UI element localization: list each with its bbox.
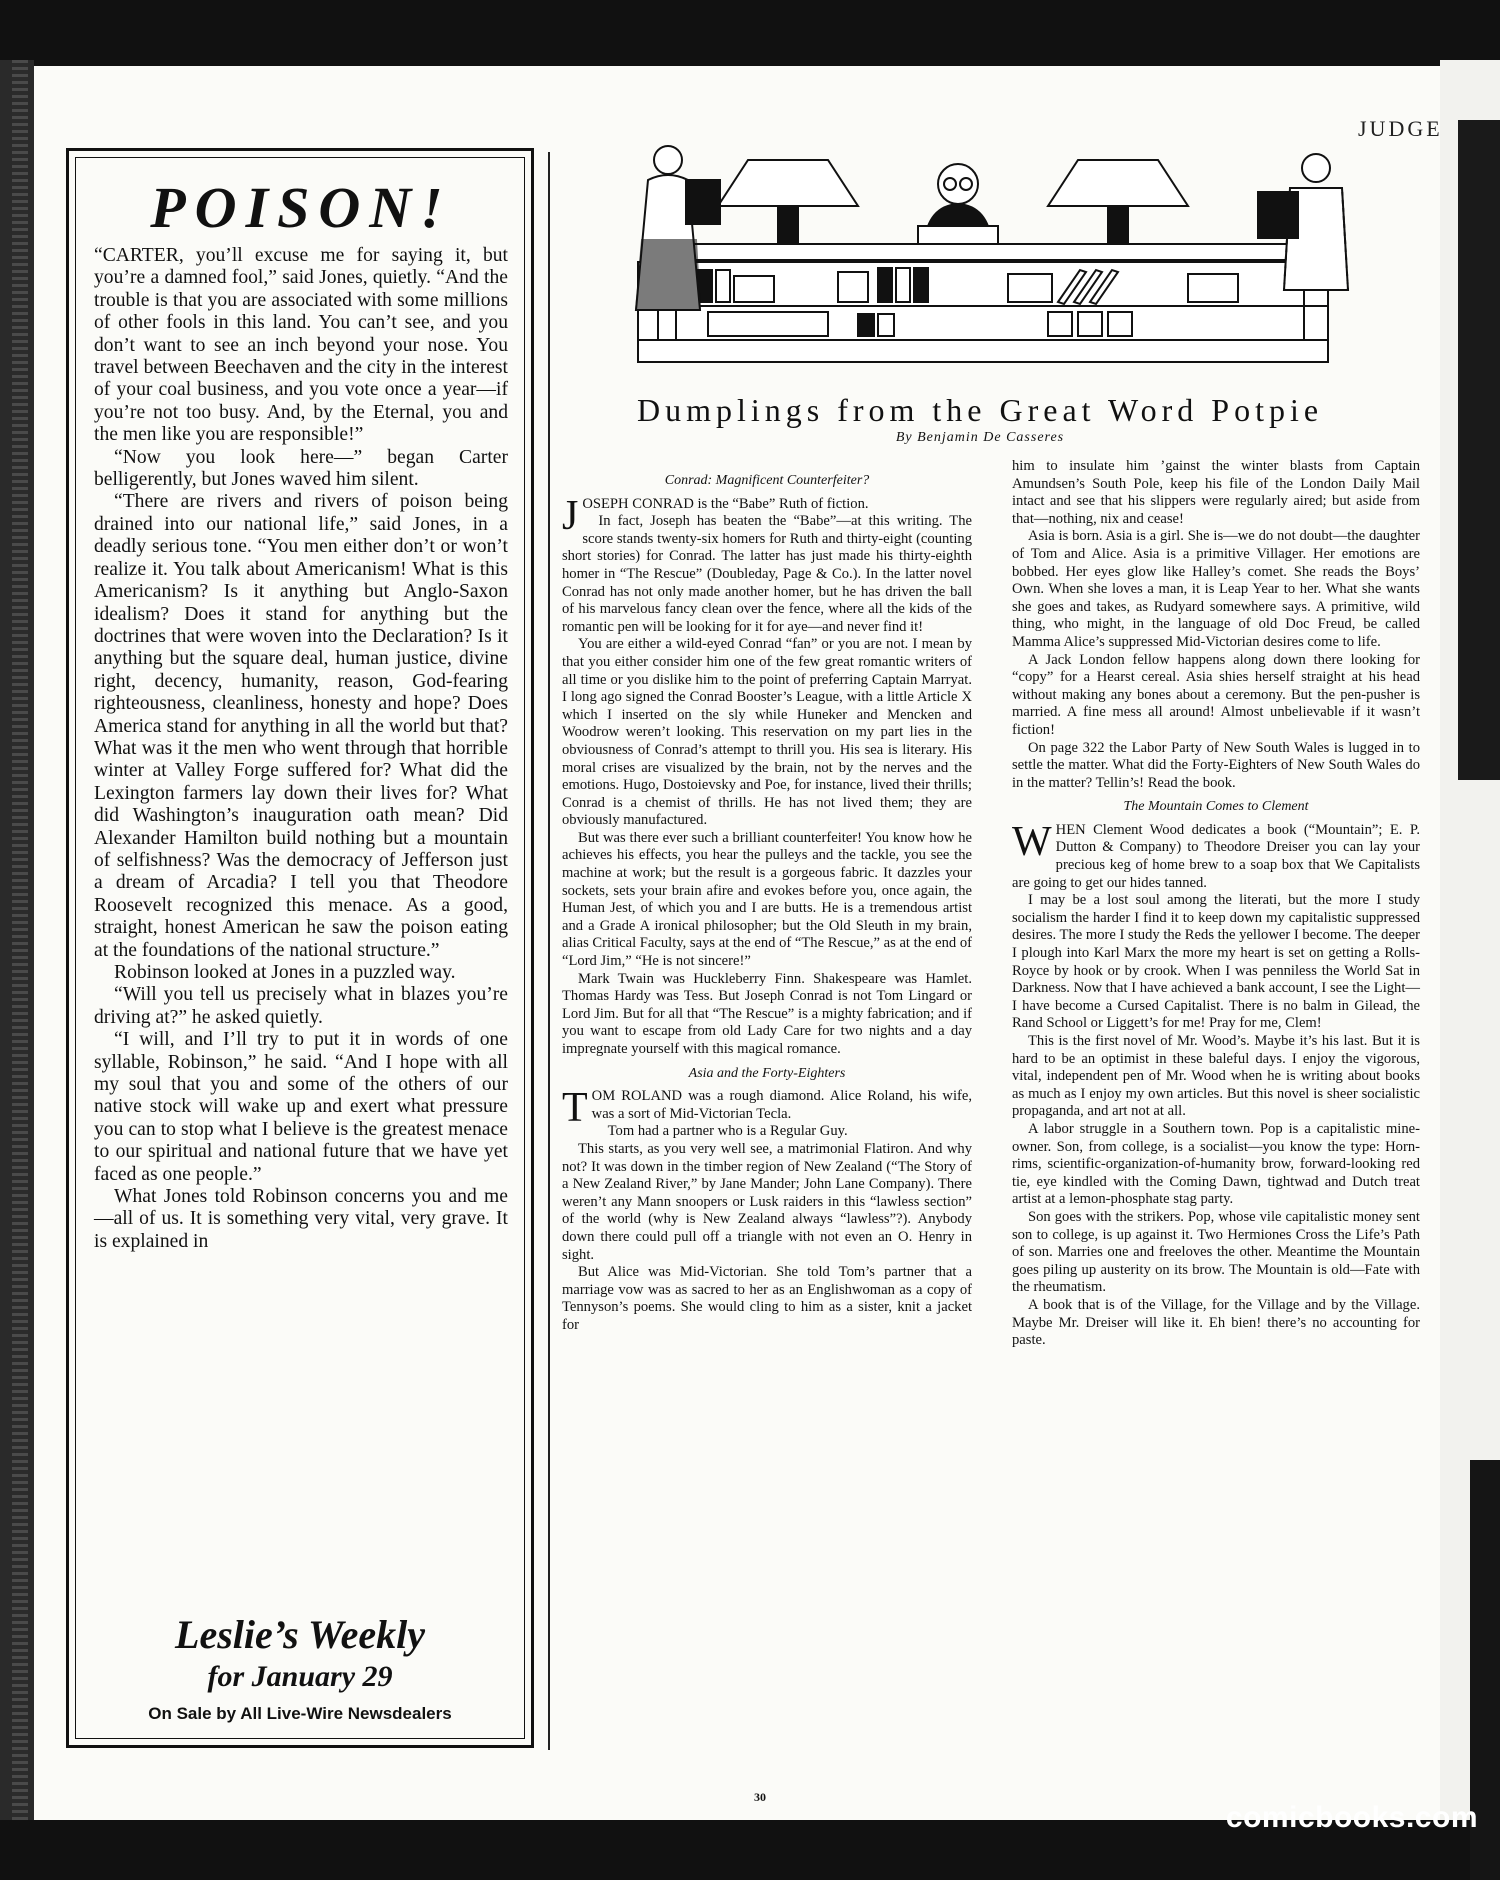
drop-cap: J	[562, 492, 579, 539]
article-paragraph: A book that is of the Village, for the Village and by the Village. Maybe Mr. Dreiser will like it. Eh bien! there’s no accounting for paste.	[1012, 1296, 1420, 1349]
page-number: 30	[754, 1790, 766, 1804]
scan-binding-edge	[0, 60, 34, 1820]
ad-footer	[76, 1611, 524, 1724]
paragraph-text: OM ROLAND was a rough diamond. Alice Roland, his wife, was a sort of Mid-Victorian Tecla.	[591, 1088, 972, 1122]
ad-paragraph: “CARTER, you’ll excuse me for saying it, but you’re a damned fool,” said Jones, quietly. “And the trouble is that you are associated with some millions of other fools in this land. You can’t see, and you don’t want to see an inch beyond your nose. You travel between Beechaven and the city in the interest of your coal business, and you vote once a year—if you’re not too busy. And, by the Eternal, you and the men like you are responsible!”	[94, 245, 508, 446]
article-column-1	[562, 466, 972, 1335]
article-paragraph: You are either a wild-eyed Conrad “fan” or you are not. I mean by that you either consider him one of the few great romantic writers of all time or you dislike him to the point of preferring Captain Marryat. I long ago signed the Conrad Booster’s League, with a little Article X which I inserted on the sly while Huneker and Mencken and Woodrow weren’t looking. This reservation on my part lies in the obviousness of Conrad’s attempt to thrill you. His sea is literary. His moral crises are visualized by the brain, not by the nerves and the emotions. Hugo, Dostoievsky and Poe, for instance, lived their thrills; Conrad is a chemist of thrills. He has not lived them; they are obviously manufactured.	[562, 636, 972, 829]
paragraph-text: OSEPH CONRAD is the “Babe” Ruth of fiction.	[582, 495, 869, 512]
article-headline: Dumplings from the Great Word Potpie	[636, 392, 1324, 428]
article-paragraph: Tom had a partner who is a Regular Guy.	[607, 1123, 848, 1140]
section-heading: Conrad: Magnificent Counterfeiter?	[664, 473, 870, 488]
article-paragraph: him to insulate him ’gainst the winter blasts from Captain Amundsen’s South Pole, keep his file of the London Daily Mail intact and see that his slippers were regularly aired; but aside from that—nothing, nix and cease!	[1012, 458, 1420, 527]
ad-paragraph: “There are rivers and rivers of poison being drained into our national life,” said Jones, in a deadly serious tone. “You men either don’t or won’t realize it. You talk about Americanism! What is this Americanism? Is it anything but Anglo-Saxon idealism? Does it stand for anything but the doctrines that were woven into the Declaration? Is it anything but the square deal, human justice, divine right, decency, humanity, reason, God-fearing righteousness, cleanliness, honesty and hope? Does America stand for anything in all the world but that? What was it the men who went through that horrible winter at Valley Forge suffered for? What did the Lexington farmers lay down their lives for? What did Washington’s inauguration oath mean? Did Alexander Hamilton build nothing but a mountain of selfishness? Was the democracy of Jefferson just a dream of Arcadia? I tell you that Theodore Roosevelt recognized this menace. As a good, straight, honest American he saw the poison eating at the foundations of the national structure.”	[94, 491, 508, 961]
ad-title: POISON!	[150, 175, 452, 240]
paragraph-text: HEN Clement Wood dedicates a book (“Mountain”; E. P. Dutton & Company) to Theodore Dreiser you can lay your precious keg of home brew to a soap box that We Capitalists are going to get our hides tanned.	[1012, 821, 1420, 891]
article-column-2	[1012, 458, 1420, 1350]
drop-cap: W	[1012, 818, 1052, 865]
facing-page-edge	[1440, 60, 1500, 1820]
article-paragraph	[562, 492, 972, 539]
ad-sale-line: On Sale by All Live-Wire Newsdealers	[148, 1704, 452, 1723]
article-paragraph: Son goes with the strikers. Pop, whose vile capitalistic money sent son to college, is up against it. Two Hermiones Cross the Life’s Path of son. Marries one and freeloves the other. Meantime the Mountain goes piling up austerity on its brow. The Mountain is old—Fate with the rheumatism.	[1012, 1208, 1420, 1296]
article-paragraph: A Jack London fellow happens along down there looking for “copy” for a Hearst cereal. Asia shies herself straight at his head without making any bones about a ceremony. But the pen-pusher is married. A fine mess all around! Almost unbelievable if it wasn’t fiction!	[1012, 651, 1420, 738]
column-rule	[548, 152, 550, 1750]
article-paragraph: This starts, as you very well see, a matrimonial Flatiron. And why not? It was down in the timber region of New Zealand (“The Story of a New Zealand River,” by Jane Mander; John Lane Company). There weren’t any Mann snoopers or Lusk raiders in this “lawless section” of the world (why is New Zealand always “lawless”?). Anybody down there could pull off a triangle with not even an O. Henry in sight.	[562, 1140, 972, 1263]
article-paragraph: Asia is born. Asia is a girl. She is—we do not doubt—the daughter of Tom and Alice. Asia is a primitive Villager. Her emotions are bobbed. Her eyes glow like Halley’s comet. She reads the Boys’ Own. When she loves a man, it is Leap Year to her. What she wants she goes and takes, as Rudyard somewhere says. A primitive, wild thing, who might, in the language of old Doc Freud, be called Mamma Alice’s suppressed Mid-Victorian desires come to life.	[1012, 528, 1420, 650]
ad-paragraph: What Jones told Robinson concerns you and me—all of us. It is something very vital, very grave. It is explained in	[94, 1186, 508, 1252]
article-paragraph: A labor struggle in a Southern town. Pop is a capitalistic mine-owner. Son, from college, is a socialist—you know the type: Horn-rims, scientific-organization-of-humanity brow, forward-looking red tie, eye kindled with the Coming Dawn, tightwad and Dutch treat artist at a lemon-phosphate stag party.	[1012, 1120, 1420, 1208]
running-head: JUDGE	[1358, 116, 1443, 141]
article-paragraph: This is the first novel of Mr. Wood’s. Maybe it’s his last. But it is hard to be an optimist in these baleful days. I enjoy the vigorous, vital, independent pen of Mr. Wood when he is writing about books as much as I enjoy my own articles. But this novel is sheer socialistic propaganda, and art not at all.	[1012, 1033, 1420, 1120]
article-paragraph: Mark Twain was Huckleberry Finn. Shakespeare was Hamlet. Thomas Hardy was Tess. But Joseph Conrad is not Tom Lingard or Lord Jim. But for all that “The Rescue” is a mighty fabrication; and if you want to escape from old Lady Care for two nights and a day impregnate yourself with this magical romance.	[562, 970, 972, 1057]
ad-paragraph: “Now you look here—” began Carter belligerently, but Jones waved him silent.	[94, 446, 508, 491]
article-paragraph: On page 322 the Labor Party of New South Wales is lugged in to settle the matter. What did the Forty-Eighters of New South Wales do in the matter? Tellin’s! Read the book.	[1012, 739, 1420, 791]
library-illustration	[628, 140, 1368, 380]
advertisement-box	[66, 148, 534, 1748]
ad-issue-date: for January 29	[207, 1660, 393, 1693]
article-paragraph	[1012, 818, 1420, 892]
ad-paragraph: “Will you tell us precisely what in blazes you’re driving at?” he asked quietly.	[94, 984, 508, 1028]
article-paragraph: I may be a lost soul among the literati, but the more I study socialism the harder I find it to keep down my capitalistic suppressed desires. The more I study the Reds the yellower I become. The deeper I plough into Karl Marx the more my heart is set on getting a Rolls-Royce by hook or by crook. When I was penniless the World Sat in Darkness. Now that I have achieved a bank account, I see the Light—I have become a Cursed Capitalist. There is no balm in Gilead, the Rand School or Liggett’s for me! Pray for me, Clem!	[1012, 892, 1420, 1032]
ad-body	[94, 245, 508, 1253]
section-heading: Asia and the Forty-Eighters	[688, 1065, 846, 1081]
ad-paragraph: Robinson looked at Jones in a puzzled way.	[114, 962, 456, 983]
ad-magazine-name: Leslie’s Weekly	[175, 1612, 425, 1657]
article-paragraph: But Alice was Mid-Victorian. She told Tom’s partner that a marriage vow was as sacred to her as an Englishwoman as a copy of Tennyson’s poems. She would cling to him as a sister, knit a jacket for	[562, 1264, 972, 1333]
article-byline: By Benjamin De Casseres	[895, 430, 1065, 445]
article-paragraph: In fact, Joseph has beaten the “Babe”—at this writing. The score stands twenty-six homers for Ruth and thirty-eight (counting short stories) for Conrad. The latter has just made his thirty-eighth homer in “The Rescue” (Doubleday, Page & Co.). In the latter novel Conrad has not only made another homer, but he has driven the ball of his marvelous fancy clean over the fence, where all the kids of the romantic pen will be looking for it for aye—and never find it!	[562, 513, 972, 635]
ad-paragraph: “I will, and I’ll try to put it in words of one syllable, Robinson,” he said. “And I hope with all my soul that you and some of the others of our native stock will wake up and exert what pressure you can to stop what I believe is the greatest menace to our spiritual and national future that we have yet faced as one people.”	[94, 1029, 508, 1185]
article-paragraph: But was there ever such a brilliant counterfeiter! You know how he achieves his effects, you hear the pulleys and the tackle, you see the machine at work; but the result is a gorgeous fabric. It dazzles your sockets, sets your brain afire and evokes before you, once again, the Human Jest, of which you and I are butts. He is a tremendous artist and a Grade A ironical philosopher; but the Old Sleuth in my brain, alias Critical Faculty, says at the end of “The Rescue,” as at the end of “Lord Jim,” “He is not sincere!”	[562, 829, 972, 970]
drop-cap: T	[562, 1085, 588, 1132]
watermark: comicbooks.com	[1225, 1801, 1478, 1834]
section-heading: The Mountain Comes to Clement	[1123, 799, 1309, 815]
